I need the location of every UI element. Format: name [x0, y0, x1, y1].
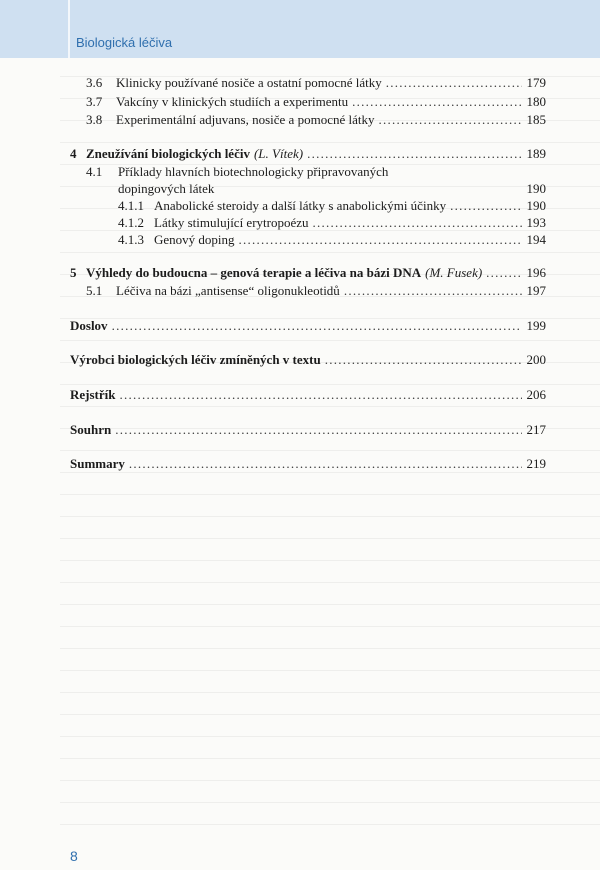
toc-title: Souhrn [70, 422, 112, 437]
toc-page: 219 [526, 456, 546, 471]
toc-page: 193 [526, 215, 546, 230]
toc-leader [352, 94, 522, 110]
toc-entry-4-1 [118, 181, 546, 197]
toc-number: 5.1 [86, 283, 103, 298]
toc-author: (L. Vítek) [253, 146, 304, 161]
toc-title: Genový doping [154, 232, 235, 247]
toc-page: 196 [526, 265, 546, 280]
toc-entry-4-1-1 [118, 198, 546, 214]
toc-page: 190 [526, 181, 546, 196]
toc-leader [307, 146, 522, 162]
toc-number: 4.1.1 [118, 198, 144, 213]
toc-entry-5 [70, 265, 546, 281]
toc-page: 197 [526, 283, 546, 298]
toc-entry-4-1-2 [118, 215, 546, 231]
toc-leader [313, 215, 522, 231]
toc-entry-3-8 [86, 112, 546, 128]
toc-page: 206 [526, 387, 546, 402]
toc-entry-3-6 [86, 75, 546, 91]
page-number: 8 [70, 848, 78, 864]
toc-entry-souhrn [70, 422, 546, 438]
toc-number: 4.1.3 [118, 232, 144, 247]
toc-leader [115, 422, 522, 438]
toc-leader [486, 265, 522, 281]
toc-number: 3.6 [86, 75, 103, 90]
toc-title: Summary [70, 456, 125, 471]
toc-entry-vyrobci [70, 352, 546, 368]
toc-title: Rejstřík [70, 387, 116, 402]
toc-title: Anabolické steroidy a další látky s anabolickými účinky [154, 198, 447, 213]
toc-title-line2: dopingových látek [118, 181, 215, 196]
toc-leader [112, 318, 522, 334]
toc-leader [344, 283, 522, 299]
toc-author: (M. Fusek) [425, 265, 483, 280]
toc-title: Doslov [70, 318, 108, 333]
toc-page: 180 [526, 94, 546, 109]
toc-title: Léčiva na bázi „antisense“ oligonukleotidů [116, 283, 340, 298]
toc-number: 5 [70, 265, 77, 280]
toc-page: 189 [526, 146, 546, 161]
toc-page: 179 [526, 75, 546, 90]
toc-leader [129, 456, 522, 472]
toc-number: 4.1.2 [118, 215, 144, 230]
toc-entry-rejstrik [70, 387, 546, 403]
toc-number: 3.7 [86, 94, 103, 109]
toc-page: 185 [526, 112, 546, 127]
toc-number: 4 [70, 146, 77, 161]
toc-leader [239, 232, 522, 248]
running-header-title: Biologická léčiva [76, 35, 173, 50]
toc-title: Klinicky používané nosiče a ostatní pomocné látky [116, 75, 382, 90]
toc-number: 4.1 [86, 164, 103, 179]
toc-page: 190 [526, 198, 546, 213]
toc-page: 199 [526, 318, 546, 333]
toc-leader [378, 112, 522, 128]
toc-leader [120, 387, 523, 403]
toc-entry-3-7 [86, 94, 546, 110]
toc-title-line1: Příklady hlavních biotechnologicky připravovaných [118, 164, 389, 179]
toc-leader [325, 352, 522, 368]
toc-entry-doslov [70, 318, 546, 334]
toc-title: Vakcíny v klinických studiích a experimentu [116, 94, 349, 109]
toc-number: 3.8 [86, 112, 103, 127]
toc-page: 200 [526, 352, 546, 367]
toc-leader [386, 75, 522, 91]
toc-page: 194 [526, 232, 546, 247]
toc-entry-summary [70, 456, 546, 472]
toc-title: Látky stimulující erytropoézu [154, 215, 309, 230]
toc-title: Výhledy do budoucna – genová terapie a léčiva na bázi DNA [86, 265, 422, 280]
toc-page: 217 [526, 422, 546, 437]
toc-title: Experimentální adjuvans, nosiče a pomocné látky [116, 112, 375, 127]
toc-entry-4 [70, 146, 546, 162]
toc-leader [450, 198, 522, 214]
toc-title: Zneužívání biologických léčiv [86, 146, 250, 161]
toc-entry-4-1-3 [118, 232, 546, 248]
toc-title: Výrobci biologických léčiv zmíněných v textu [70, 352, 321, 367]
toc-entry-5-1 [86, 283, 546, 299]
